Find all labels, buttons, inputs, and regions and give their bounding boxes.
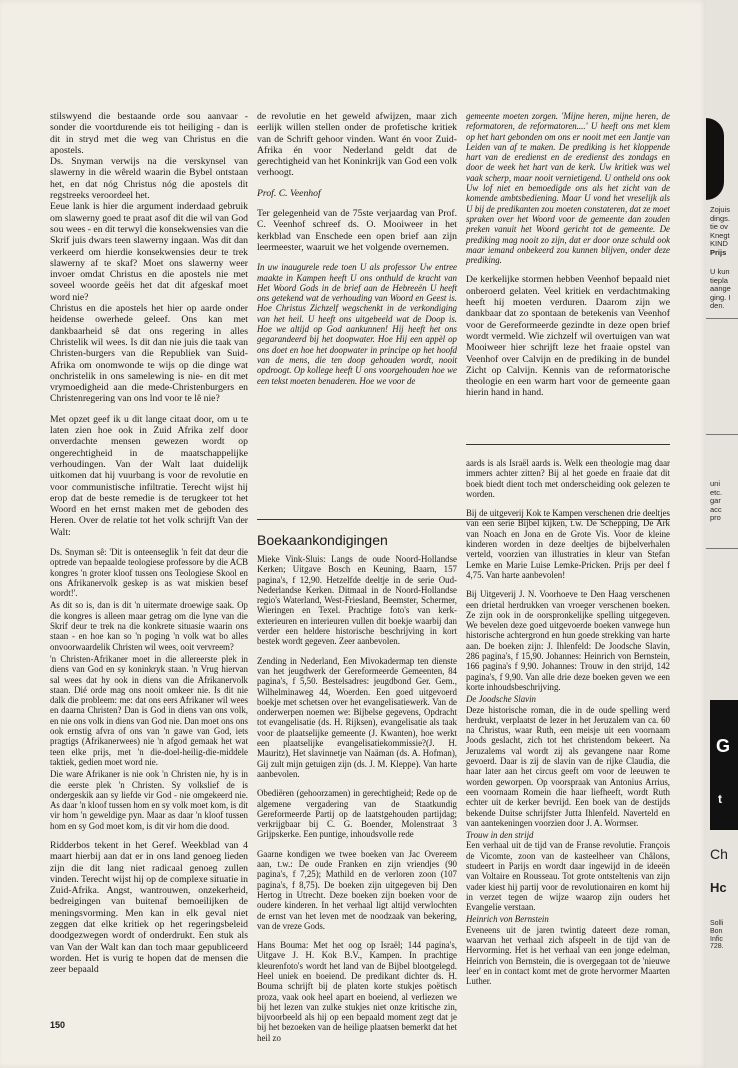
strip-line: ging. I [710,292,731,302]
strip-line: Bon [710,927,723,935]
quote-paragraph: Die ware Afrikaner is nie ook 'n Christen nie, hy is in die eerste plek 'n Christen. Sy volkslief de is ondergeskik aan sy liefde vir God - nie omgekeerd nie. As daar 'n kloof tussen hom en sy volk moet kom, is dit vir hom 'n geweldige pyn. Maar as daar 'n kloof tussen hom en sy God moet kom, is dit vir hom die dood. [50,769,248,831]
strip-line: pro [710,513,721,522]
column-1 [50,111,248,985]
book-subtitle: Heinrich von Bernstein [466,914,549,925]
strip-line: gar [710,496,721,505]
strip-line: tiepla [710,275,728,285]
strip-heading: Ch [710,846,728,862]
strip-divider [706,318,738,319]
strip-line: Zojuis [710,205,731,214]
paragraph: de revolutie en het geweld afwijzen, maar zich eerlijk willen stellen onder de profetische kritiek van de Schrift gehoor vinden. Want én voor Zuid-Afrika én voor Nederland geldt dat de gerechtigheid van het Koninkrijk van God een volk verhoogt. [257,111,457,179]
book-item: aards is als Israël aards is. Welk een theologie mag daar immers achter zitten? Bij al het goede en fraaie dat dit boek biedt dient toch met onderscheiding ook gelezen te worden. [466,458,670,499]
adjacent-page-edge [706,0,738,1068]
book-item: Mieke Vink-Sluis: Langs de oude Noord-Hollandse Kerken; Uitgave Bosch en Keuning, Baarn, 157 pagina's, f 12,90. Hetzelfde deeltje in de serie Oud-Nederlandse Kerken. Ditmaal in de Noord-Hollandse regio's Waterland, West-Friesland, Beemster, Schermer, Wieringen en Texel. Prachtige foto's van kerk-exterieuren en interieuren vullen dit boekje waarbij dan verder een heldere historische beschrijving in kort bestek wordt gegeven. Zeer aanbevolen. [257,554,457,647]
book-subtitle: Trouw in den strijd [466,830,534,841]
book-description: Eveneens uit de jaren twintig dateert deze roman, waarvan het verhaal zich afspeelt in de tijd van de Hervorming. Het is het verhaal van een jonge edelman, Heinrich von Bernstein, die is overgegaan tot de 'nieuwe leer' en in contact komt met de grote hervormer Maarten Luther. [466,924,670,987]
strip-divider [706,434,738,435]
strip-line: dings. [710,213,731,223]
book-item: Bij Uitgeverij J. N. Voorhoeve te Den Haag verschenen een drietal herdrukken van vroeger verschenen boeken. Ze zijn ook in de oorspronkelijke spelling uitgegeven. We bevelen deze goed uitgevoerde boeken vanwege hun historische achtergrond en hun goede strekking van harte aan. De boeken zijn: J. Ihlenfeld: De Joodsche Slavin, 286 pagina's, f 15,90. Johannes: Heinrich von Bernstein, 166 pagina's f 9,90. Johannes: Trouw in den strijd, 142 pagina's, f 9,90. Van alle drie deze boeken geven we een korte inhoudsbeschrijving. [466,589,670,692]
author-signature: Prof. C. Veenhof [257,187,321,199]
column-3-bottom [466,458,670,996]
quote-paragraph: gemeente moeten zorgen. 'Mijne heren, mijne heren, de reformatoren, de reformatoren....' U heeft ons met klem op het hart gebonden om ons er nooit met een Jantje van Leiden van af te maken. De prediking is het kloppende hart van de eredienst en de eredienst des zondags en door de week het hart van de kerk. Uw kritiek was wel vaak scherp, maar nooit vernietigend. U ontheld ons ook Uw lof niet en bemoedigde ons als het zicht van de komende ambtsbediening. Maar U vond het vreselijk als U bij de predikanten zou moeten constateren, dat ze moet spraken over het Woord voor de gemeente dan zouden preken vanuit het Woord gericht tot de gemeente. De prediking mag nooit zo zijn, dat er door onze schuld ook maar iemand onbekeerd zou kunnen blijven, onder deze prediking. [466,111,670,266]
strip-line: Knegt [710,230,730,240]
paragraph: Ds. Snyman verwijs na die verskynsel van slawerny in die wêreld waarin die Bybel ontstaan het, en dat nóg Christus nóg die apostels dit regstreeks veroordeel het. [50,156,248,202]
quote-paragraph: Ds. Snyman sê: 'Dit is onteenseglik 'n feit dat deur die optrede van bepaalde teologiese professore by die ACB kongres 'n groter kloof tussen ons Teologiese Skool en ons Afrikanervolk geskep is as wat miskien besef wordt!'. [50,546,248,599]
book-item: Gaarne kondigen we twee boeken van Jac Overeem aan, t.w.: De oude Franken en zijn vriendjes (90 pagina's, f 7,25); Mathild en de verloren zoon (107 pagina's, f 8,75). De boeken zijn uitgegeven bij Den Hertog in Utrecht. Deze boeken zijn boeken voor de oudere kinderen. In het verhaal ligt altijd verwlochten de ernst van het leven met de noodzaak van bekering, van de vreze Gods. [257,848,457,931]
black-shape [706,118,724,200]
strip-text-block [710,920,724,951]
strip-line: Prijs [710,247,727,257]
strip-line: aange [710,284,731,293]
quote-paragraph: In uw inaugurele rede toen U als professor Uw entree maakte in Kampen heeft U ons onthuld de kracht van Het Woord Gods in de brief aan de Hebreeën U heeft ons getekend wat de verhouding van Woord en Geest is. Hoe Christus Zichzelf wegschenkt in de verkondiging van het heil. U heeft ons uitgebeeld wat de Doop is. Hoe we altijd op God aankunnen! Hij heeft het ons gegarandeerd bij het doopwater. Hoe Hij een appèl op ons doet en hoe het doopwater in principe op het hoofd van de mens, die ten doop gehouden wordt, nooit opdroogt. Op kollege heeft U ons voorgehouden hoe we een tekst moeten benaderen. Hoe we voor de [257,262,457,386]
paragraph: Christus en die apostels het hier op aarde onder heidense owerhede geleef. Ons kan met dankbaarheid sê dat ons regering in alles Christelik wil wees. Is dit dan nie juis die taak van Christen-burgers van die Republiek van Suid-Afrika om onomwonde te wijs op die dinge wat onchristelik in ons samelewing is nie- en dit met vrymoedigheid aan die mede-Christenburgers en Christenregering van ons lnd voor te lê nie? [50,303,248,405]
strip-text-block [710,480,722,523]
black-ad-block [710,700,738,830]
quote-paragraph: As dit so is, dan is dit 'n uitermate droewige saak. Op die kongres is alleen maar getrag om die lyne van die Skrif deur te trek na die konkrete situasie waarin ons staan - en hoe kan so 'n poging 'n volk wat bo alles onvoorwaardelik Christen wil wees, ooit vervreem? [50,600,248,652]
strip-line: etc. [710,487,723,497]
page-number: 150 [50,1020,66,1030]
book-description: Een verhaal uit de tijd van de Franse revolutie. François de Vicomte, zoon van de kasteelheer van Châlons, studeert in Parijs en wordt daar ingewijd in de ideeën van Voltaire en Rousseau. Tot grote ontsteltenis van zijn vader kiest hij partij voor de revolutionairen en komt hij in verzet tegen de wijze waarop zijn ouders het Evangelie verstaan. [466,840,670,913]
paragraph: Ridderbos tekent in het Geref. Weekblad van 4 maart hierbij aan dat er in ons land genoeg lieden zijn die dit lang niet radicaal genoeg zullen vinden. Terecht wijst hij op de complexe situatie in Zuid-Afrika. Angst, wantrouwen, onzekerheid, bedreigingen van buitenaf bemoeilijken de meningsvorming. Men kan in elk geval niet zeggen dat elke kritiek op het regeringsbeleid doodgezwegen wordt of onderdrukt. Een stuk als van Van der Walt kan dan toch maar gepubliceerd worden. Het is vurig te hopen dat de mensen die zeer bepaald [50,840,248,976]
book-item: Zending in Nederland, Een Mivokadermap ten dienste van het jeugdwerk der Gereformeerde Gemeenten, 84 pagina's, f 5,50. Bestelsadres: jeugdbond Ger. Gem., Wilhelminaweg 44, Woerden. Een goed uitgevoerd boekje met schetsen over het evangelisatiewerk. Van de onderwerpen noemen we: Bijbelse gegevens, Opdracht tot evangelisatie (ds. H. Rijksen), evangelisatie als taak voor de plaatselijke gemeente (J. Kwanten), hoe werkt een plaatselijke evangelisatiekommissie?(J. H. Mauritz), Het slavinnetje van Naäman (ds. A. Hofman), Gij zult mijn getuigen zijn (ds. J. M. Kleppe). Van harte aanbevolen. [257,655,457,779]
strip-line: Infic [710,935,723,943]
strip-divider [706,548,738,549]
book-announcements [257,532,457,1052]
strip-line: Solli [710,920,724,927]
book-item: Obediëren (gehoorzamen) in gerechtigheid; Rede op de algemene vergadering van de Staatkundig Gereformeerde Partij op de laatstgehouden partijdag; verkrijgbaar bij C. G. Boender, Molenstraat 3 Grijpskerke. Een puntige, inhoudsvolle rede [257,788,457,840]
strip-heading: Hc [710,880,727,895]
strip-line: tie ov [710,222,728,231]
book-item: Hans Bouma: Met het oog op Israël; 144 pagina's, Uitgave J. H. Kok B.V., Kampen. In prachtige kleurenfoto's wordt het land van de Bijbel blootgelegd. Heel uniek en boeiend. De predikant dichter ds. H. Bouma schrijft bij de platen korte stukjes poëtisch proza, vaak ook heel apart en boeiend, al verliezen we bij het lezen van zulke stukjes niet onze kritische zin, bijvoorbeeld als hij op een bepaald moment zegt dat je bij het bezoeken van de heilige plaatsen bemerkt dat het heil zo [257,940,457,1043]
ad-letter: t [718,792,722,806]
column-3-top [466,111,670,408]
quote-paragraph: 'n Christen-Afrikaner moet in die allereerste plek in diens van God en sy koninkryk staan. 'n Vrug hiervan sal wees dat hy ook in diens van die Afrikanervolk staan. Dié orde mag ons nooit omkeer nie. Is dit nie dalk die probleem: me: dat ons eers Afrikaner wil wees en daarna Christen? Dan is God in diens van ons volk, en nie ons volk in diens van God nie. Dan moet ons ons ook ernstig afvra of ons van 'n gawe van God, iets pragtigs (Afrikanerwees) nie 'n afgod gemaak het wat teen elke prijs, met 'n die-doel-heilig-die-middele taktiek, gedien moet word nie. [50,653,248,767]
strip-line: acc [710,504,722,514]
strip-line: 728. [710,943,724,951]
column-2-top [257,111,457,395]
paragraph: stilswyend die bestaande orde sou aanvaar - sonder die voortdurende eis tot heiliging - dan is dit in stryd met die weg van Christus en die apostels. [50,111,248,156]
section-title: Boekaankondigingen [257,532,388,548]
paragraph: Ter gelegenheid van de 75ste verjaardag van Prof. C. Veenhof schreef ds. O. Mooiweer in het kerkblad van Enschede een open brief aan zijn leermeester, waaruit we het volgende overnemen. [257,208,457,253]
book-subtitle: De Joodsche Slavin [466,694,536,705]
divider [466,444,670,445]
book-item: Bij de uitgeverij Kok te Kampen verschenen drie deeltjes van een serie Bijbel kijken, t.w. De Schepping, De Ark van Noach en Jona en de Grote Vis. Voor de kleine kinderen worden in deze deeltjes de bijbelverhalen verteld, voorzien van illustraties in kleur van Stefan Lemke en Marie Luise Lemke-Pricken. Prijs per deel f 4,75. Van harte aanbevolen! [466,508,670,580]
strip-text-block [710,206,730,257]
strip-line: den. [710,301,725,310]
strip-line: uni [710,479,721,488]
paragraph: De kerkelijke stormen hebben Veenhof bepaald niet onberoerd gelaten. Veel kritiek en verdachtmaking heeft hij moeten verduren. Daarom zijn we dankbaar dat zo spontaan de betekenis van Veenhof voor de Gereformeerde gezindte in deze open brief wordt vermeld. Wie zichzelf wil overtuigen van wat Mooiweer hier schrijft leze het fraaie opstel van Veenhof over Calvijn en de prediking in de bundel Zicht op Calvijn. Kennis van de reformatorische theologie en een warm hart voor de gemeente gaan hierin hand in hand. [466,274,670,399]
strip-text-block [710,268,731,311]
quote-block [50,547,248,831]
book-description: Deze historische roman, die in de oude spelling werd herdrukt, verplaatst de lezer in het Jeruzalem van ca. 60 na Christus, waar Ruth, een meisje uit een voornaam Joods geslacht, zich tot het christendom bekeert. Na Jeruzalems val wordt zij als gevangene naar Rome gevoerd. Daar is zij de slavin van de rijke Claudia, die haar later aan het circus geeft om voor de leeuwen te worden geworpen. Op voorspraak van Antonius Arrius, een voornaam Romein die haar liefheeft, wordt Ruth echter uit de kerker bevrijd. Een boek van de destijds bekende Duitse schrijfster Jutta Ihlenfeld. Naverteld en van aantekeningen voorzien door J. A. Wormser. [466,704,670,828]
strip-line: U kun [710,267,730,276]
ad-letter: G [716,736,731,756]
paragraph: Met opzet geef ik u dit lange citaat door, om u te laten zien hoe ook in Zuid Afrika zelf door onverdachte mensen gewezen wordt op ongerechtigheid in de maatschappelijke verhoudingen. Van der Walt laat duidelijk uitkomen dat hij vuurbang is voor de revolutie en voor communistische infiltratie. Terecht wijst hij erop dat de beste remedie is de terugkeer tot het Woord en het ernst maken met de geboden des Heren. Over de relatie tot het volk schrijft Van der Walt: [50,413,248,538]
strip-line: KIND [710,239,728,248]
paragraph: Eeue lank is hier die argument inderdaad gebruik om slawerny goed te praat asof dit die wil van God sou wees - en dit terwyl die konsekwensies van die Skrif juis dwars teen slawerny ingaan. Was dit dan verkeerd om hierdie konsekwensies deur te trek slawerny af te skaf? Moet ons slawerny weer invoer omdat Christus en die apostels nie met soveel woorde geëis het dat dit afgeskaf moet word nie? [50,201,249,303]
